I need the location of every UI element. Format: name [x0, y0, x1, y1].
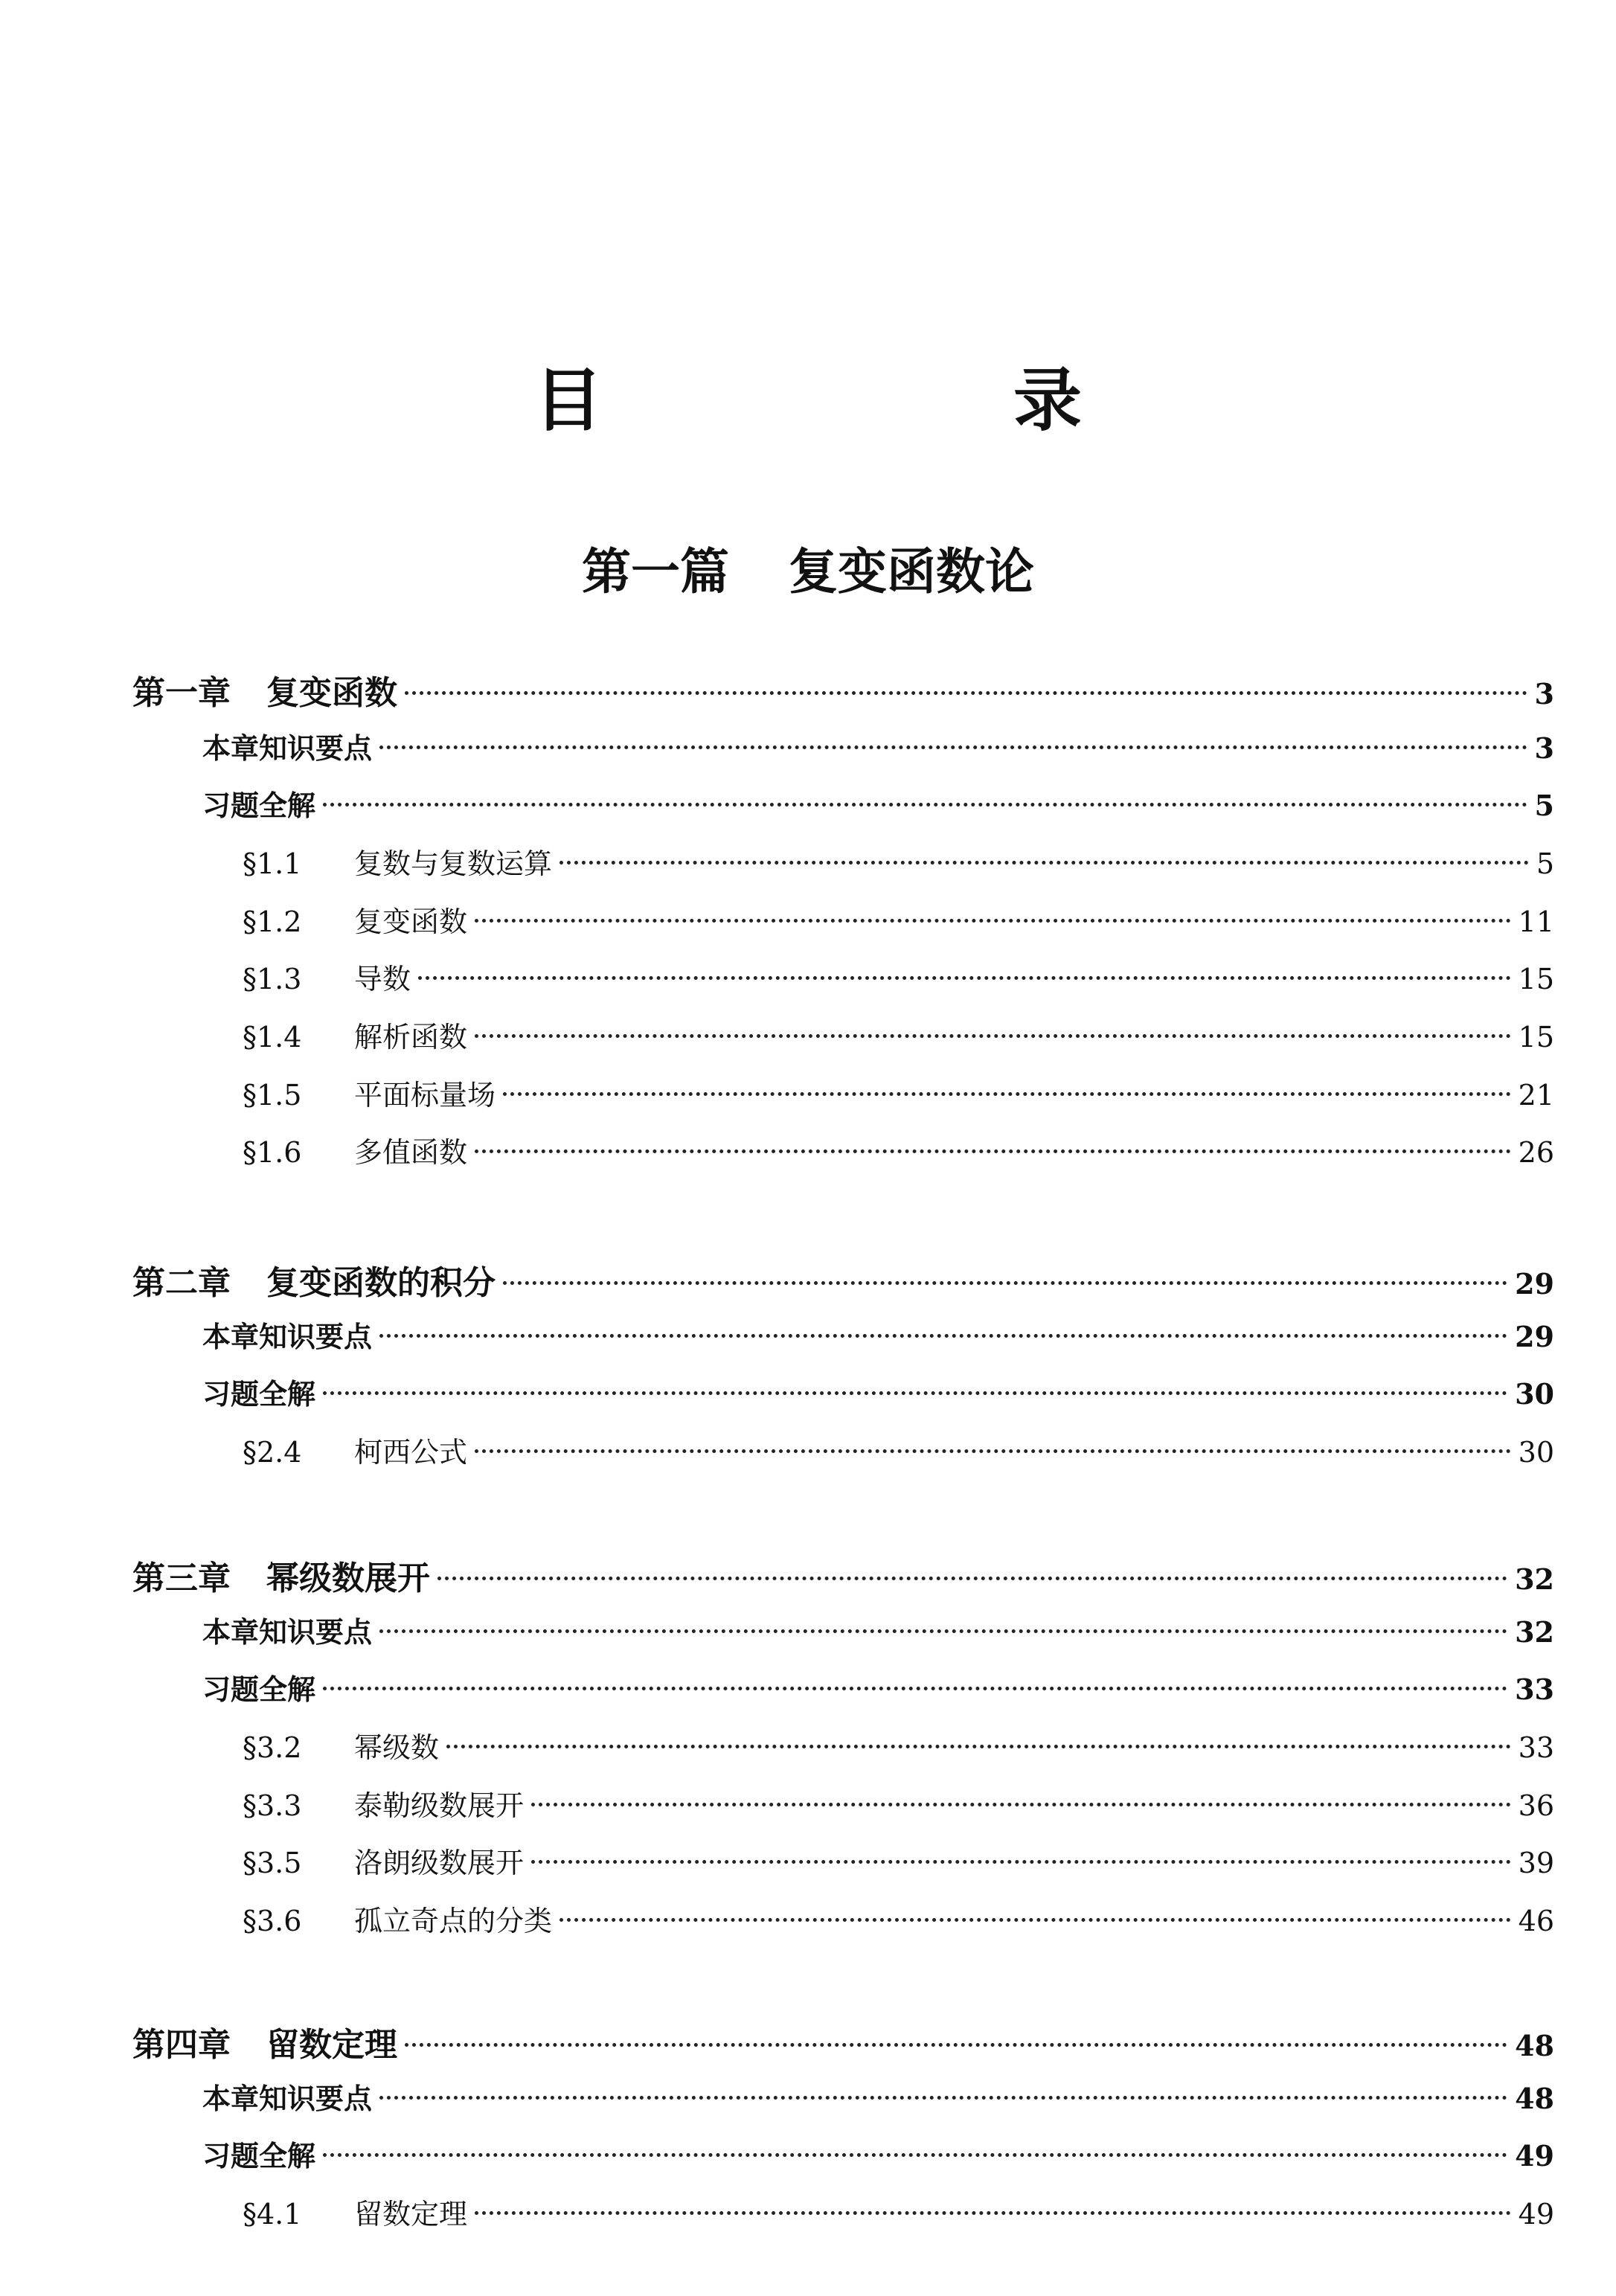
toc-entry-chapter: [132, 1551, 1554, 1596]
toc-entry-number: §1.5: [243, 1079, 302, 1112]
toc-entry-text: 泰勒级数展开: [354, 1789, 525, 1822]
toc-entry-label: [243, 1129, 467, 1170]
dot-leader: [475, 1149, 1511, 1153]
toc-entry-label: [202, 1371, 315, 1412]
toc-entry-page: 3: [1534, 677, 1554, 711]
toc-entry-page: 32: [1515, 1562, 1554, 1596]
toc-entry-page: 11: [1518, 905, 1554, 938]
part-number: 第一篇: [582, 543, 729, 600]
dot-leader: [323, 1391, 1507, 1395]
toc-entry-text: 多值函数: [354, 1136, 468, 1169]
toc-entry-number: §1.2: [243, 905, 302, 938]
toc-entry-page: 30: [1515, 1377, 1554, 1411]
toc-entry-page: 5: [1534, 789, 1554, 822]
toc-entry-number: §3.6: [243, 1905, 302, 1937]
toc-entry-page: 33: [1515, 1673, 1554, 1706]
toc-entry-section: [202, 1667, 1554, 1711]
toc-entry-text: 幂级数展开: [266, 1559, 430, 1597]
toc-entry-text: 柯西公式: [354, 1436, 468, 1469]
toc-entry-label: [132, 2018, 397, 2065]
toc-entry-label: [202, 2133, 315, 2174]
toc-entry-page: 39: [1518, 1847, 1554, 1879]
toc-entry-label: [243, 1072, 496, 1113]
toc-entry-label: [243, 899, 467, 940]
toc-entry-text: 幂级数: [354, 1731, 440, 1764]
dot-leader: [531, 1803, 1511, 1806]
toc-entry-number: §1.3: [243, 963, 302, 995]
toc-entry-number: §3.5: [243, 1847, 302, 1879]
dot-leader: [559, 1918, 1511, 1922]
dot-leader: [437, 1577, 1507, 1580]
toc-entry-number: 第一章: [132, 674, 231, 712]
toc-entry-text: 本章知识要点: [202, 731, 373, 765]
dot-leader: [475, 1034, 1511, 1038]
dot-leader: [379, 745, 1527, 749]
toc-entry-chapter: [132, 1256, 1554, 1301]
toc-entry-subsection: [243, 1429, 1554, 1474]
toc-entry-number: §4.1: [243, 2198, 302, 2231]
toc-entry-text: 习题全解: [202, 789, 316, 822]
toc-entry-text: 复变函数: [266, 674, 397, 712]
toc-entry-text: 孤立奇点的分类: [354, 1905, 553, 1937]
toc-entry-label: [132, 1551, 430, 1599]
toc-entry-subsection: [243, 1725, 1554, 1769]
toc-entry-page: 46: [1518, 1905, 1554, 1937]
toc-entry-label: [202, 2076, 372, 2117]
toc-entry-text: 习题全解: [202, 1673, 316, 1706]
part-title: [0, 532, 1616, 603]
toc-entry-label: [202, 1667, 315, 1707]
toc-entry-section: [202, 783, 1554, 827]
toc-entry-text: 习题全解: [202, 1377, 316, 1411]
toc-entry-label: [132, 1256, 496, 1303]
dot-leader: [503, 1092, 1511, 1096]
toc-entry-label: [243, 1725, 439, 1766]
toc-entry-section: [202, 1314, 1554, 1359]
toc-entry-page: 21: [1518, 1079, 1554, 1112]
toc-entry-page: 49: [1518, 2198, 1554, 2231]
toc-entry-label: [243, 1898, 552, 1939]
toc-entry-number: §3.2: [243, 1731, 302, 1764]
toc-entry-subsection: [243, 1840, 1554, 1885]
toc-entry-section: [202, 725, 1554, 770]
toc-entry-page: 26: [1518, 1136, 1554, 1169]
toc-entry-subsection: [243, 956, 1554, 1001]
toc-entry-label: [243, 1429, 467, 1470]
toc-entry-page: 30: [1518, 1436, 1554, 1469]
toc-entry-text: 留数定理: [354, 2198, 468, 2231]
toc-entry-label: [243, 2191, 467, 2232]
toc-entry-number: §1.6: [243, 1136, 302, 1169]
toc-entry-text: 复数与复数运算: [354, 847, 553, 880]
toc-entry-subsection: [243, 1129, 1554, 1174]
toc-entry-page: 49: [1515, 2139, 1554, 2172]
toc-entry-label: [243, 1014, 467, 1055]
toc-entry-chapter: [132, 2018, 1554, 2062]
dot-leader: [323, 803, 1527, 807]
toc-entry-page: 3: [1534, 731, 1554, 765]
dot-leader: [405, 2043, 1507, 2047]
toc-entry-page: 33: [1518, 1731, 1554, 1764]
dot-leader: [475, 919, 1511, 923]
toc-entry-label: [243, 1840, 524, 1881]
dot-leader: [559, 861, 1529, 865]
dot-leader: [475, 1449, 1511, 1453]
toc-entry-text: 本章知识要点: [202, 2082, 373, 2115]
toc-entry-text: 本章知识要点: [202, 1615, 373, 1649]
toc-entry-label: [202, 1609, 372, 1650]
toc-entry-page: 15: [1518, 963, 1554, 995]
toc-entry-text: 留数定理: [266, 2026, 397, 2064]
toc-entry-label: [202, 1314, 372, 1355]
toc-entry-page: 48: [1515, 2082, 1554, 2115]
dot-leader: [323, 1687, 1507, 1690]
toc-entry-text: 复变函数的积分: [266, 1264, 496, 1302]
toc-entry-label: [243, 841, 552, 882]
toc-entry-section: [202, 1371, 1554, 1416]
dot-leader: [531, 1860, 1511, 1864]
toc-entry-subsection: [243, 899, 1554, 943]
toc-entry-text: 平面标量场: [354, 1079, 496, 1112]
dot-leader: [379, 1629, 1507, 1633]
toc-entry-text: 导数: [354, 963, 411, 995]
page-title: 目 录: [533, 361, 1276, 440]
toc-entry-page: 36: [1518, 1789, 1554, 1822]
toc-entry-text: 洛朗级数展开: [354, 1847, 525, 1879]
toc-entry-number: §2.4: [243, 1436, 302, 1469]
toc-entry-subsection: [243, 1898, 1554, 1943]
toc-entry-section: [202, 1609, 1554, 1654]
toc-entry-page: 15: [1518, 1021, 1554, 1054]
toc-entry-text: 复变函数: [354, 905, 468, 938]
toc-entry-subsection: [243, 1783, 1554, 1827]
toc-entry-section: [202, 2076, 1554, 2120]
part-name: 复变函数论: [789, 543, 1034, 600]
toc-entry-section: [202, 2133, 1554, 2178]
dot-leader: [323, 2153, 1507, 2157]
toc-entry-subsection: [243, 1014, 1554, 1059]
toc-entry-page: 48: [1515, 2029, 1554, 2062]
toc-entry-chapter: [132, 666, 1554, 711]
toc-entry-number: §1.4: [243, 1021, 302, 1054]
toc-entry-label: [202, 783, 315, 824]
dot-leader: [405, 691, 1527, 695]
toc-entry-number: §1.1: [243, 847, 302, 880]
toc-entry-subsection: [243, 1072, 1554, 1117]
dot-leader: [379, 1334, 1507, 1338]
toc-entry-number: 第三章: [132, 1559, 231, 1597]
toc-entry-label: [243, 1783, 524, 1824]
toc-entry-label: [243, 956, 411, 997]
toc-entry-page: 29: [1515, 1320, 1554, 1353]
dot-leader: [446, 1745, 1511, 1748]
toc-entry-page: 5: [1536, 847, 1554, 880]
toc-entry-subsection: [243, 841, 1554, 885]
toc-entry-subsection: [243, 2191, 1554, 2236]
dot-leader: [418, 976, 1511, 980]
toc-entry-number: 第二章: [132, 1264, 231, 1302]
toc-entry-text: 本章知识要点: [202, 1320, 373, 1353]
dot-leader: [503, 1281, 1507, 1285]
dot-leader: [379, 2096, 1507, 2100]
toc-entry-number: §3.3: [243, 1789, 302, 1822]
toc-entry-text: 习题全解: [202, 2139, 316, 2172]
dot-leader: [475, 2211, 1511, 2215]
toc-entry-page: 32: [1515, 1615, 1554, 1649]
toc-entry-number: 第四章: [132, 2026, 231, 2064]
toc-entry-label: [202, 725, 372, 766]
toc-entry-text: 解析函数: [354, 1021, 468, 1054]
toc-entry-page: 29: [1515, 1267, 1554, 1301]
toc-entry-label: [132, 666, 397, 714]
